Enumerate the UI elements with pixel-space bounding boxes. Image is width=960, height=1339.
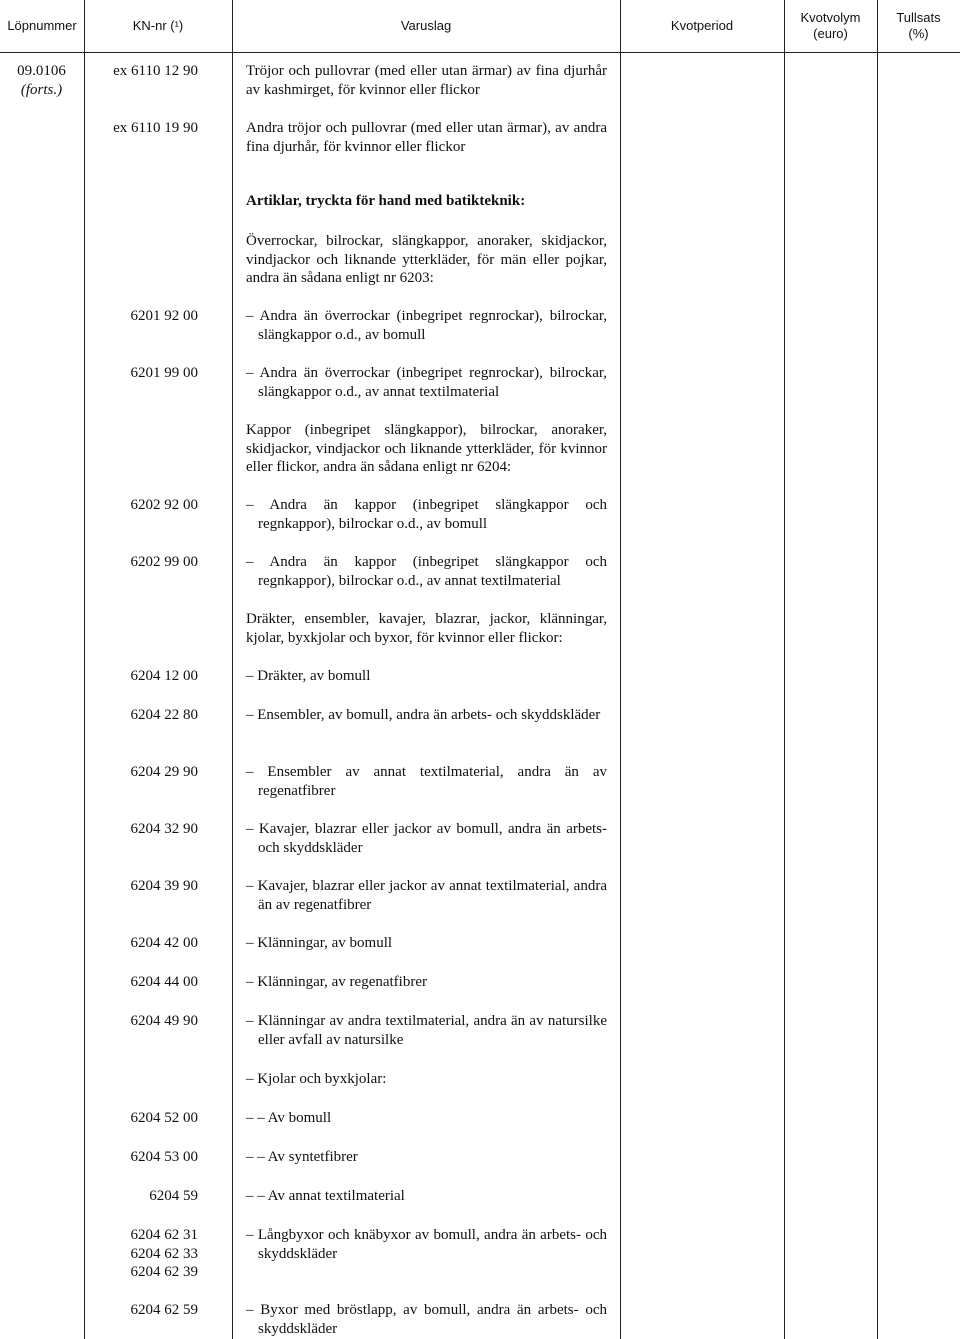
tariff-quota-table: Löpnummer KN-nr (¹) Varuslag Kvotperiod Kvotvolym (euro) Tullsats (%) 09.0106 (forts.) ex 6110 12 90 Tröjor och pullovrar (med eller utan ärmar) av fina djurhår av kashmirget, för kvinnor eller flickor ex 6110 19 90 Andra tröjor och pullovrar (med eller utan ärmar), av andra fina djurhår, för kvinnor eller flickor Artiklar, tryckta för hand med batikteknik: Överrockar, bilrockar, slängkappor, anoraker, skidjackor, vindjackor och liknande ytterkläder, för män eller pojkar, andra än sådana enligt nr 6203: 6201 92 00 – Andra än överrockar (inbegripet regnrockar), bilrockar, slängkappor o.d., av bomull 6201 99 00 – Andra än överrockar (inbegripet regnrockar), bilrockar, slängkappor o.d., av annat textilmaterial Kappor (inbegripet slängkappor), bilrockar, anoraker, skidjackor, vindjackor och liknande ytterkläder, för kvinnor eller flickor, andra än sådana enligt nr 6204: 6202 92 00 – Andra än kappor (inbegripet slängkappor och regnkappor), bilrockar o.d., av bomull 6202 99 00 – Andra än kappor (inbegripet slängkappor och regnkappor), bilrockar o.d., av annat textilmaterial Dräkter, ensembler, kavajer, blazrar, jackor, klänningar, kjolar, byxkjolar och byxor, för kvinnor eller flickor: 6204 12 00 – Dräkter, av bomull 6204 22 80 – Ensembler, av bomull, andra än arbets- och skyddskläder 6204 29 90 – Ensembler av annat textilmaterial, andra än av regenatfibrer 6204 32 90 – Kavajer, blazrar eller jackor av bomull, andra än arbets- och skyddskläder 6204 39 90 – Kavajer, blazrar eller jackor av annat textilmaterial, andra än av regenatfibrer 6204 42 00 – Klänningar, av bomull 6204 44 00 – Klänningar, av regenatfibrer 6204 49 90 – Klänningar av andra textilmaterial, andra än av natursilke eller avfall av natursilke – Kjolar och byxkjolar: 6204 52 00 – – Av bomull 6204 53 00 – – Av syntetfibrer 6204 59 – – Av annat textilmaterial 6204 62 31 6204 62 33 6204 62 39 – Långbyxor och knäbyxor av bomull, andra än arbets- och skyddskläder 6204 62 59 – Byxor med bröstlapp, av bomull, andra än arbets- och skyddskläder [0, 0, 960, 1339]
header-kvotperiod: Kvotperiod [670, 18, 734, 33]
header-lopnummer: Löpnummer [7, 18, 77, 33]
header-kvotvolym: Kvotvolym (euro) [800, 10, 861, 41]
row-description: Tröjor och pullovrar (med eller utan ärmar) av fina djurhår av kashmirget, för kvinnor eller flickor [246, 63, 607, 98]
subgroup-heading: – Kjolar och byxkjolar: [246, 1071, 387, 1087]
header-kn-nr: KN-nr (¹) [132, 18, 184, 33]
row-description: – Byxor med bröstlapp, av bomull, andra än arbets- och skyddskläder [246, 1302, 607, 1337]
row-description: – Klänningar, av regenatfibrer [246, 974, 427, 990]
row-description: – Klänningar av andra textilmaterial, andra än av natursilke eller avfall av natursilke [246, 1013, 607, 1048]
row-description: – Ensembler av annat textilmaterial, andra än av regenatfibrer [246, 764, 607, 799]
header-varuslag: Varuslag [400, 18, 452, 33]
column-divider [620, 0, 621, 1339]
group-heading: Dräkter, ensembler, kavajer, blazrar, jackor, klänningar, kjolar, byxkjolar och byxor, för kvinnor eller flickor: [246, 611, 607, 646]
row-description: – Klänningar, av bomull [246, 935, 393, 951]
row-description: – Kavajer, blazrar eller jackor av annat textilmaterial, andra än av regenatfibrer [246, 878, 607, 913]
row-description: – Långbyxor och knäbyxor av bomull, andra än arbets- och skyddskläder [246, 1227, 607, 1262]
row-description: – Andra än kappor (inbegripet slängkappor och regnkappor), bilrockar o.d., av bomull [246, 497, 607, 532]
header-divider [0, 52, 960, 53]
row-description: – Dräkter, av bomull [246, 668, 371, 684]
row-description: – – Av syntetfibrer [246, 1149, 358, 1165]
section-heading: Artiklar, tryckta för hand med batikteknik: [246, 193, 526, 209]
row-description: Andra tröjor och pullovrar (med eller utan ärmar), av andra fina djurhår, för kvinnor eller flickor [246, 120, 607, 155]
column-divider [784, 0, 785, 1339]
column-divider [232, 0, 233, 1339]
row-description: – Andra än överrockar (inbegripet regnrockar), bilrockar, slängkappor o.d., av bomull [246, 308, 607, 343]
lopnummer-value: 09.0106 [17, 63, 66, 79]
lopnummer-continued: (forts.) [20, 81, 63, 98]
header-tullsats: Tullsats (%) [896, 10, 941, 41]
row-description: – Andra än överrockar (inbegripet regnrockar), bilrockar, slängkappor o.d., av annat textilmaterial [246, 365, 607, 400]
group-heading: Överrockar, bilrockar, slängkappor, anoraker, skidjackor, vindjackor och liknande ytterkläder, för män eller pojkar, andra än sådana enligt nr 6203: [246, 233, 607, 286]
row-description: – – Av bomull [246, 1110, 332, 1126]
row-description: – Ensembler, av bomull, andra än arbets- och skyddskläder [246, 707, 601, 723]
row-description: – – Av annat textilmaterial [246, 1188, 405, 1204]
row-description: – Kavajer, blazrar eller jackor av bomull, andra än arbets- och skyddskläder [246, 821, 607, 856]
row-description: – Andra än kappor (inbegripet slängkappor och regnkappor), bilrockar o.d., av annat textilmaterial [246, 554, 607, 589]
column-divider [877, 0, 878, 1339]
group-heading: Kappor (inbegripet slängkappor), bilrockar, anoraker, skidjackor, vindjackor och liknande ytterkläder, för kvinnor eller flickor, andra än sådana enligt nr 6204: [246, 422, 607, 475]
